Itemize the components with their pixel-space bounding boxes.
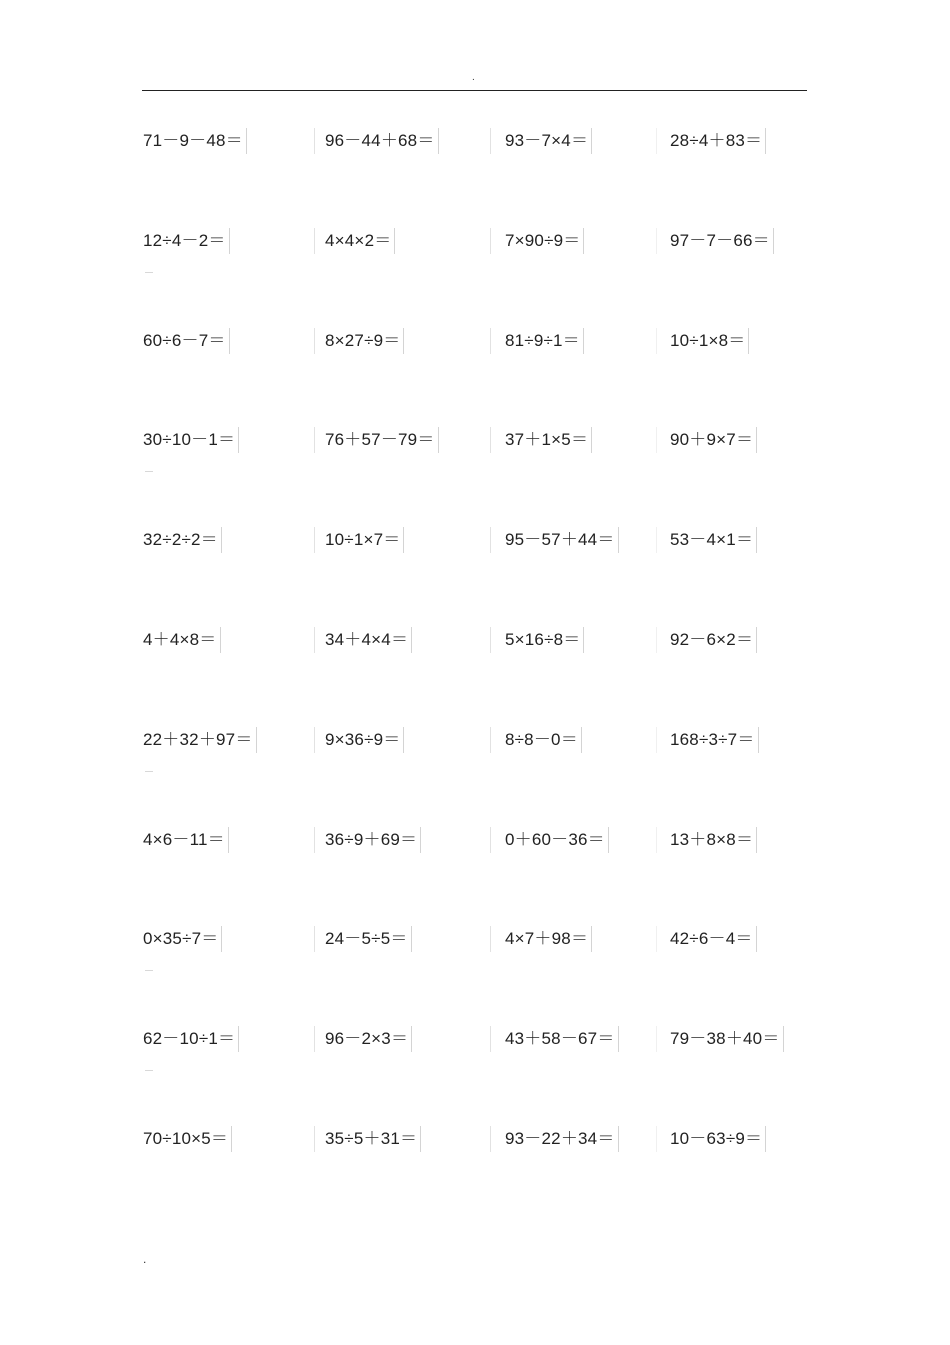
arithmetic-problem: 70÷10×5＝ <box>143 1126 232 1152</box>
problem-cell <box>314 1026 490 1126</box>
problem-cell <box>490 427 656 527</box>
arithmetic-problem: 43＋58－67＝ <box>490 1026 619 1052</box>
arithmetic-problem: 35÷5＋31＝ <box>314 1126 421 1152</box>
problem-cell <box>490 1126 656 1226</box>
arithmetic-problem: 32÷2÷2＝ <box>143 527 222 553</box>
arithmetic-problem: 96－2×3＝ <box>314 1026 412 1052</box>
arithmetic-problem: 96－44＋68＝ <box>314 128 439 154</box>
arithmetic-problem: 90＋9×7＝ <box>656 427 757 453</box>
problem-cell <box>314 727 490 827</box>
problem-cell <box>142 926 314 1026</box>
problem-cell <box>314 1126 490 1226</box>
problem-cell <box>314 328 490 428</box>
arithmetic-problem: 12÷4－2＝ <box>143 228 230 254</box>
scan-mark <box>145 471 153 472</box>
footer-mark: . <box>143 1252 147 1266</box>
problem-cell <box>314 926 490 1026</box>
arithmetic-problem: 79－38＋40＝ <box>656 1026 784 1052</box>
arithmetic-problem: 71－9－48＝ <box>143 128 247 154</box>
arithmetic-problem: 8×27÷9＝ <box>314 328 404 354</box>
arithmetic-problem: 10÷1×7＝ <box>314 527 404 553</box>
problem-cell <box>314 527 490 627</box>
problem-cell <box>314 427 490 527</box>
problem-cell <box>490 627 656 727</box>
problem-cell <box>490 1026 656 1126</box>
problem-cell <box>490 228 656 328</box>
problem-cell <box>490 727 656 827</box>
arithmetic-problem: 93－22＋34＝ <box>490 1126 619 1152</box>
arithmetic-problem: 95－57＋44＝ <box>490 527 619 553</box>
problem-cell <box>656 1026 822 1126</box>
problem-cell <box>314 627 490 727</box>
problem-cell <box>490 926 656 1026</box>
arithmetic-problem: 168÷3÷7＝ <box>656 727 759 753</box>
arithmetic-problem: 5×16÷8＝ <box>490 627 584 653</box>
arithmetic-problem: 37＋1×5＝ <box>490 427 592 453</box>
arithmetic-problem: 9×36÷9＝ <box>314 727 404 753</box>
problem-cell <box>142 727 314 827</box>
arithmetic-problem: 8÷8－0＝ <box>490 727 582 753</box>
arithmetic-problem: 4×4×2＝ <box>314 228 395 254</box>
problem-cell <box>656 527 822 627</box>
arithmetic-problem: 4×7＋98＝ <box>490 926 592 952</box>
problem-cell <box>490 128 656 228</box>
problem-cell <box>656 228 822 328</box>
arithmetic-problem: 76＋57－79＝ <box>314 427 439 453</box>
problem-cell <box>142 1126 314 1226</box>
problem-cell <box>142 228 314 328</box>
arithmetic-problem: 4＋4×8＝ <box>143 627 221 653</box>
arithmetic-problem: 93－7×4＝ <box>490 128 592 154</box>
arithmetic-problem: 36÷9＋69＝ <box>314 827 421 853</box>
problem-cell <box>656 827 822 927</box>
arithmetic-problem: 53－4×1＝ <box>656 527 757 553</box>
problem-cell <box>142 128 314 228</box>
problem-cell <box>656 427 822 527</box>
arithmetic-problem: 81÷9÷1＝ <box>490 328 584 354</box>
arithmetic-problem: 4×6－11＝ <box>143 827 229 853</box>
problem-cell <box>656 926 822 1026</box>
arithmetic-problem: 10÷1×8＝ <box>656 328 749 354</box>
problem-cell <box>314 128 490 228</box>
arithmetic-problem: 97－7－66＝ <box>656 228 774 254</box>
arithmetic-problem: 60÷6－7＝ <box>143 328 230 354</box>
scan-mark <box>145 1070 153 1071</box>
problem-cell <box>142 527 314 627</box>
problem-cell <box>656 128 822 228</box>
scan-mark <box>145 272 153 273</box>
scan-mark <box>145 970 153 971</box>
problem-cell <box>142 627 314 727</box>
problem-cell <box>490 527 656 627</box>
arithmetic-problem: 42÷6－4＝ <box>656 926 757 952</box>
arithmetic-problem: 0×35÷7＝ <box>143 926 222 952</box>
problem-cell <box>314 228 490 328</box>
problem-cell <box>656 1126 822 1226</box>
problem-cell <box>314 827 490 927</box>
arithmetic-problem: 92－6×2＝ <box>656 627 757 653</box>
arithmetic-problem: 28÷4＋83＝ <box>656 128 766 154</box>
problem-cell <box>142 827 314 927</box>
problem-cell <box>142 427 314 527</box>
scan-mark <box>145 771 153 772</box>
problem-cell <box>490 328 656 428</box>
header-mark: . <box>472 72 475 83</box>
problem-cell <box>656 328 822 428</box>
arithmetic-problem: 13＋8×8＝ <box>656 827 757 853</box>
arithmetic-problem: 7×90÷9＝ <box>490 228 584 254</box>
problem-cell <box>142 1026 314 1126</box>
problem-cell <box>142 328 314 428</box>
problem-cell <box>656 627 822 727</box>
arithmetic-problem: 0＋60－36＝ <box>490 827 609 853</box>
arithmetic-problem: 24－5÷5＝ <box>314 926 412 952</box>
arithmetic-problem: 10－63÷9＝ <box>656 1126 766 1152</box>
problem-cell <box>490 827 656 927</box>
arithmetic-problem: 34＋4×4＝ <box>314 627 412 653</box>
arithmetic-problem: 30÷10－1＝ <box>143 427 239 453</box>
arithmetic-problem: 22＋32＋97＝ <box>143 727 257 753</box>
header-rule <box>142 90 807 91</box>
arithmetic-problem: 62－10÷1＝ <box>143 1026 239 1052</box>
problem-grid <box>142 128 822 1226</box>
problem-cell <box>656 727 822 827</box>
